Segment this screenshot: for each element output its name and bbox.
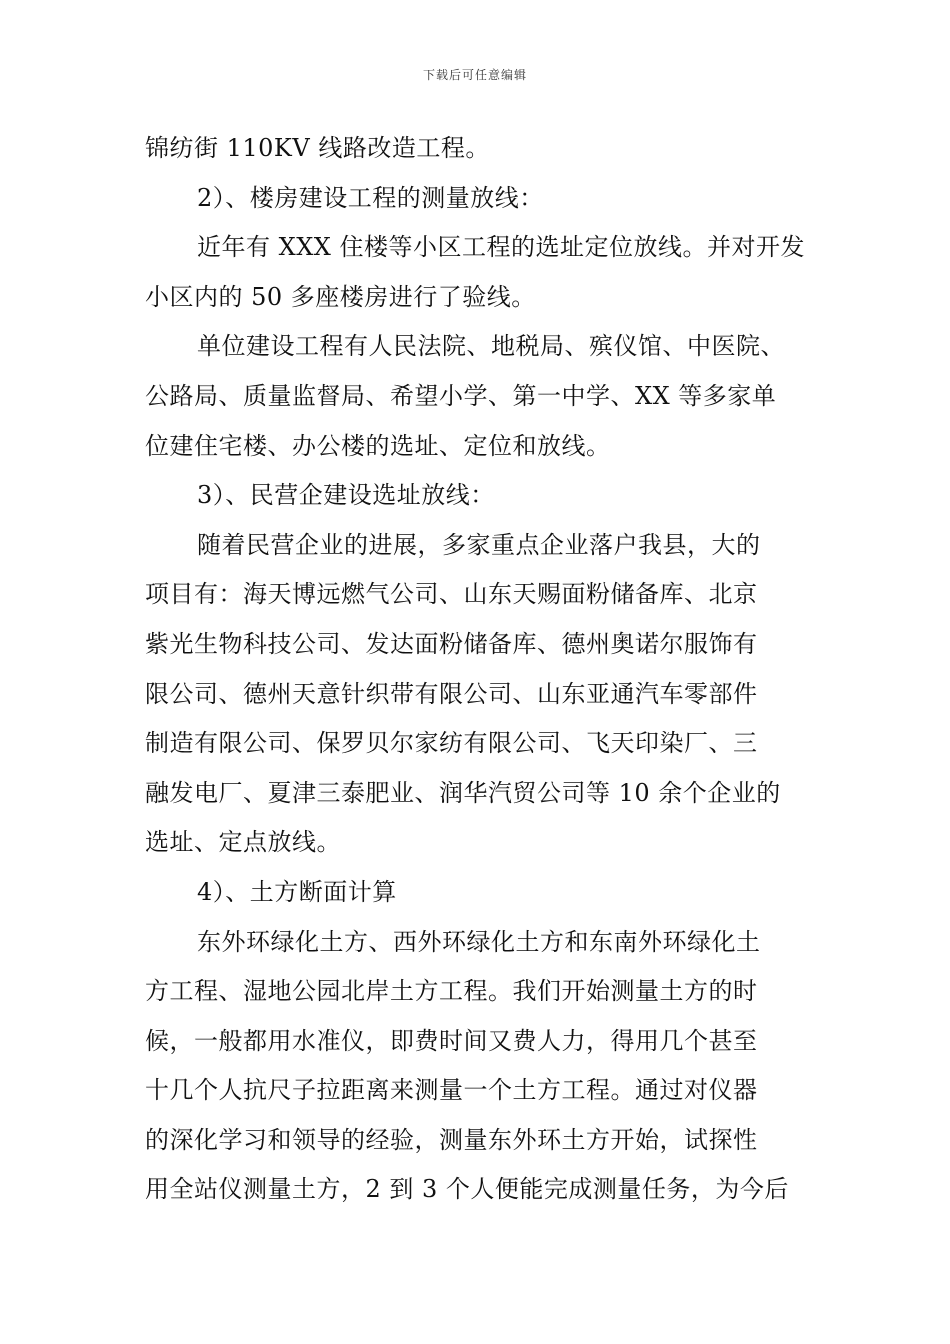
paragraph-line: 的深化学习和领导的经验，测量东外环土方开始，试探性 bbox=[145, 1125, 758, 1154]
page-header: 下载后可任意编辑 bbox=[422, 68, 527, 82]
paragraph-line: 单位建设工程有人民法院、地税局、殡仪馆、中医院、 bbox=[197, 332, 785, 361]
paragraph-line: 用全站仪测量土方，2 到 3 个人便能完成测量任务，为今后 bbox=[145, 1175, 789, 1204]
document-body bbox=[145, 124, 815, 1215]
paragraph-line: 项目有：海天博远燃气公司、山东天赐面粉储备库、北京 bbox=[145, 580, 758, 609]
paragraph-line: 融发电厂、夏津三泰肥业、润华汽贸公司等 10 余个企业的 bbox=[145, 778, 781, 807]
paragraph-line: 随着民营企业的进展，多家重点企业落户我县，大的 bbox=[197, 530, 761, 559]
paragraph-line: 方工程、湿地公园北岸土方工程。我们开始测量土方的时 bbox=[145, 977, 758, 1006]
paragraph-line: 东外环绿化土方、西外环绿化土方和东南外环绿化土 bbox=[197, 927, 761, 956]
paragraph-line: 十几个人抗尺子拉距离来测量一个土方工程。通过对仪器 bbox=[145, 1076, 758, 1105]
section-heading: 2）、楼房建设工程的测量放线： bbox=[197, 183, 544, 212]
paragraph-line: 紫光生物科技公司、发达面粉储备库、德州奥诺尔服饰有 bbox=[145, 629, 758, 658]
paragraph-line: 近年有 XXX 住楼等小区工程的选址定位放线。并对开发 bbox=[197, 233, 806, 262]
paragraph-line: 限公司、德州天意针织带有限公司、山东亚通汽车零部件 bbox=[145, 679, 758, 708]
section-heading: 3）、民营企建设选址放线： bbox=[197, 481, 495, 510]
paragraph-line: 小区内的 50 多座楼房进行了验线。 bbox=[145, 282, 536, 311]
paragraph-line: 制造有限公司、保罗贝尔家纺有限公司、飞天印染厂、三 bbox=[145, 729, 758, 758]
paragraph-line: 公路局、质量监督局、希望小学、第一中学、XX 等多家单 bbox=[145, 381, 777, 410]
paragraph-line: 锦纺街 110KV 线路改造工程。 bbox=[145, 134, 490, 162]
paragraph-line: 选址、定点放线。 bbox=[145, 828, 341, 857]
section-heading: 4）、土方断面计算 bbox=[197, 877, 397, 906]
paragraph-line: 候，一般都用水准仪，即费时间又费人力，得用几个甚至 bbox=[145, 1026, 758, 1055]
paragraph-line: 位建住宅楼、办公楼的选址、定位和放线。 bbox=[145, 431, 611, 460]
